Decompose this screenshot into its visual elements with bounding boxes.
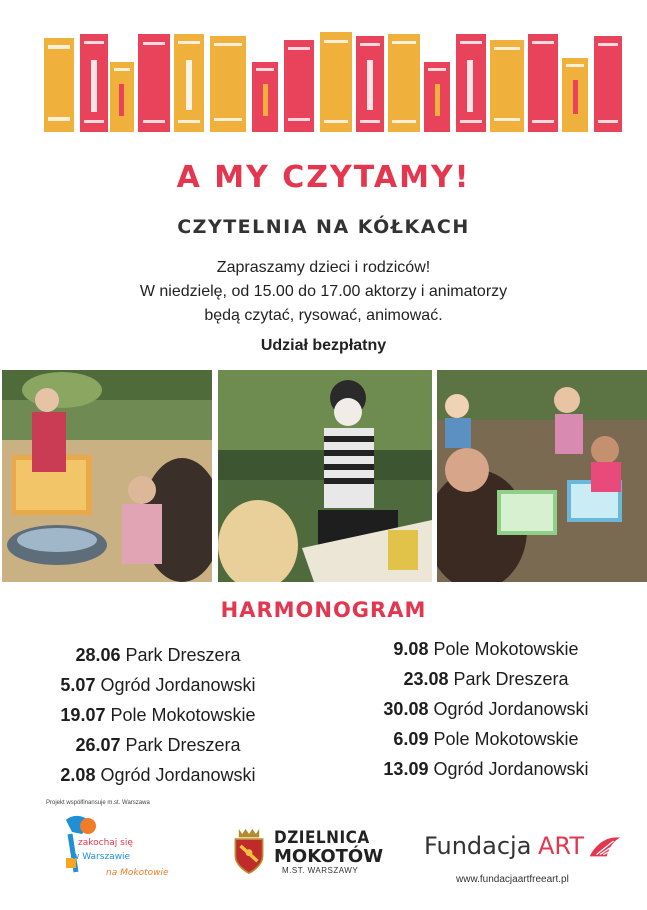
book-13	[456, 34, 486, 132]
fundacja-art-logo	[420, 828, 620, 868]
schedule-place: Ogród Jordanowski	[433, 699, 589, 719]
schedule-place: Pole Mokotowskie	[110, 705, 256, 725]
intro-line-2: W niedzielę, od 15.00 do 17.00 aktorzy i animatorzy	[139, 283, 508, 300]
book-15	[528, 34, 558, 132]
books-illustration	[0, 0, 647, 140]
schedule-item	[336, 694, 636, 724]
schedule-date: 30.08	[383, 699, 429, 719]
website-url[interactable]: www.fundacjaartfreeart.pl	[456, 874, 569, 885]
cofinance-note: Projekt współfinansuje m.st. Warszawa	[46, 800, 150, 806]
schedule-item	[8, 700, 308, 730]
intro-line-1: Zapraszamy dzieci i rodziców!	[216, 259, 431, 276]
intro-line-4: Udział bezpłatny	[260, 337, 387, 354]
book-17	[594, 36, 622, 132]
book-5	[174, 34, 204, 132]
schedule-date: 23.08	[403, 669, 449, 689]
page-subtitle: CZYTELNIA NA KÓŁKACH	[177, 216, 470, 238]
logo1-text-3: na Mokotowie	[106, 868, 169, 878]
book-10	[356, 36, 384, 132]
book-11	[388, 34, 420, 132]
book-6	[210, 36, 246, 132]
book-12	[424, 62, 450, 132]
district-line-3: M.ST. WARSZAWY	[282, 866, 359, 875]
book-8	[284, 40, 314, 132]
book-16	[562, 58, 588, 132]
schedule-item	[336, 754, 636, 784]
schedule-item	[8, 760, 308, 790]
foundation-art: ART	[538, 832, 585, 860]
book-9	[320, 32, 352, 132]
schedule-item	[336, 724, 636, 754]
schedule-item	[8, 670, 308, 700]
intro-text	[0, 256, 647, 358]
zakochaj-logo	[52, 812, 172, 892]
schedule-date: 6.09	[393, 729, 429, 749]
foundation-name: Fundacja	[424, 832, 532, 860]
schedule-date: 13.09	[383, 759, 429, 779]
schedule-title: HARMONOGRAM	[220, 598, 427, 622]
photo-strip	[2, 370, 647, 582]
schedule-item	[8, 640, 308, 670]
schedule-item	[336, 664, 636, 694]
schedule-place: Pole Mokotowskie	[433, 639, 579, 659]
schedule-date: 2.08	[60, 765, 96, 785]
schedule-right-column	[336, 634, 636, 784]
schedule-item	[336, 634, 636, 664]
book-1	[44, 38, 74, 132]
schedule-date: 5.07	[60, 675, 96, 695]
page-title: A MY CZYTAMY!	[176, 160, 471, 195]
schedule-place: Pole Mokotowskie	[433, 729, 579, 749]
logo1-text-1: zakochaj się	[78, 838, 133, 848]
photo-kids-books	[437, 370, 647, 582]
district-line-2: MOKOTÓW	[274, 846, 384, 867]
book-2	[80, 34, 108, 132]
photo-mime-reading	[218, 370, 432, 582]
schedule-date: 9.08	[393, 639, 429, 659]
schedule-left-column	[8, 640, 308, 790]
photo-reading-sandpit	[2, 370, 212, 582]
schedule-place: Park Dreszera	[125, 735, 241, 755]
coat-of-arms-icon	[232, 826, 266, 876]
schedule-place: Ogród Jordanowski	[100, 765, 256, 785]
schedule-date: 26.07	[75, 735, 121, 755]
schedule-date: 19.07	[60, 705, 106, 725]
schedule-place: Ogród Jordanowski	[100, 675, 256, 695]
mokotow-district-logo	[232, 824, 402, 884]
district-line-1: DZIELNICA	[274, 828, 370, 848]
book-7	[252, 62, 278, 132]
book-4	[138, 34, 170, 132]
schedule-place: Park Dreszera	[125, 645, 241, 665]
book-3	[110, 62, 134, 132]
logo1-text-2: w Warszawie	[72, 852, 131, 862]
book-14	[490, 40, 524, 132]
schedule-date: 28.06	[75, 645, 121, 665]
schedule-item	[8, 730, 308, 760]
schedule-place: Ogród Jordanowski	[433, 759, 589, 779]
wings-icon	[588, 834, 622, 860]
schedule-place: Park Dreszera	[453, 669, 569, 689]
intro-line-3: będą czytać, rysować, animować.	[204, 307, 443, 324]
